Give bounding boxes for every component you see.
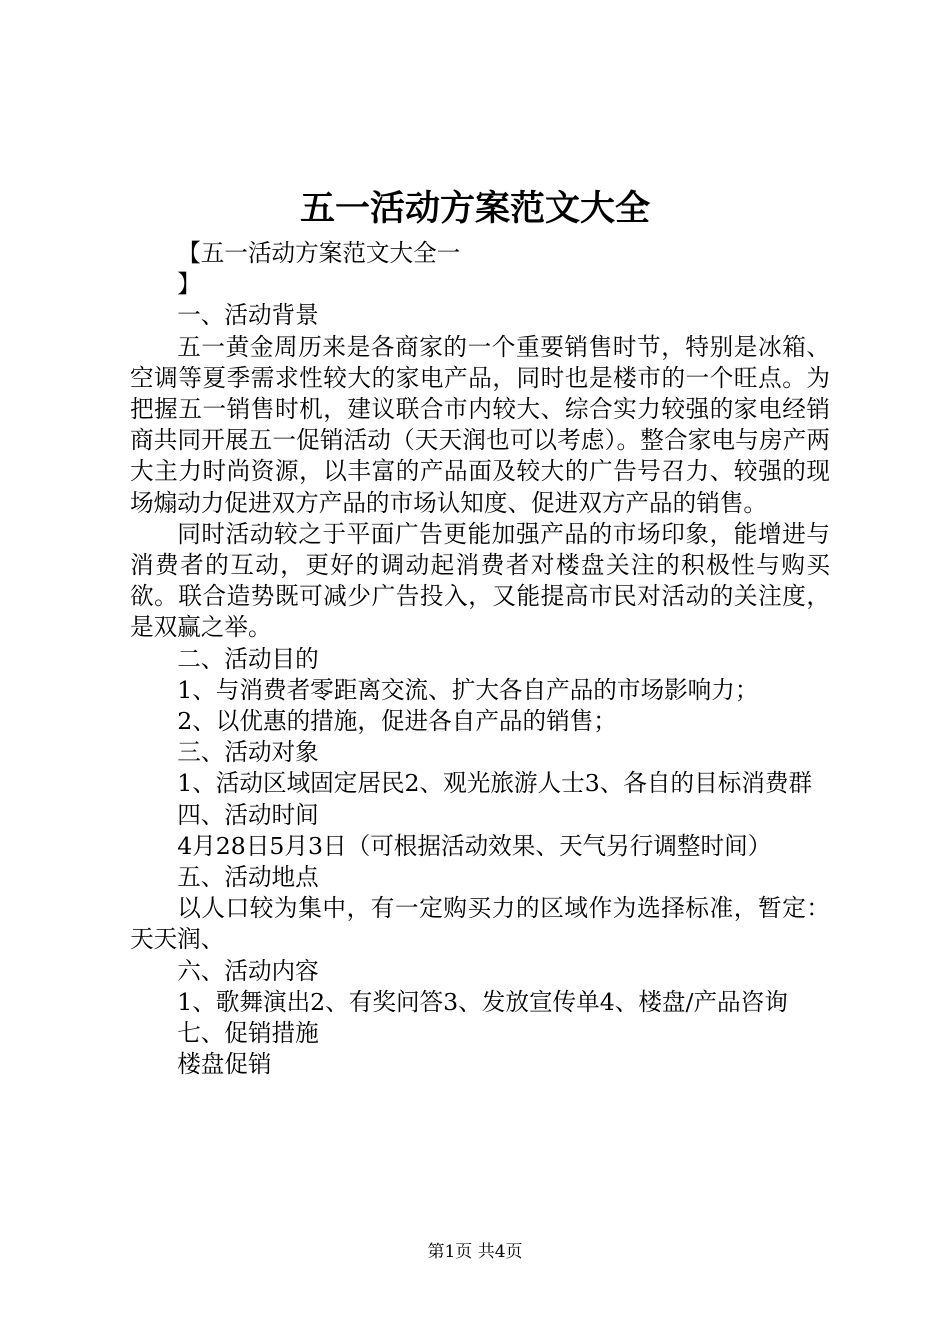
document-title: 五一活动方案范文大全 bbox=[299, 188, 650, 229]
paragraph-interaction: 同时活动较之于平面广告更能加强产品的市场印象，能增进与消费者的互动，更好的调动起消费者对楼盘关注的积极性与购买欲。联合造势既可减少广告投入，又能提高市民对活动的关注度，是双赢之举。 bbox=[130, 519, 830, 642]
subtitle-close: 】 bbox=[177, 270, 201, 299]
section-heading-content: 六、活动内容 bbox=[177, 956, 319, 985]
paragraph-content: 1、歌舞演出2、有奖问答3、发放宣传单4、楼盘/产品咨询 bbox=[177, 987, 788, 1016]
section-heading-location: 五、活动地点 bbox=[177, 863, 319, 892]
subtitle-open: 【五一活动方案范文大全一 bbox=[177, 239, 461, 267]
document-body bbox=[130, 238, 830, 1080]
section-heading-time: 四、活动时间 bbox=[177, 800, 319, 829]
paragraph-background: 五一黄金周历来是各商家的一个重要销售时节，特别是冰箱、空调等夏季需求性较大的家电产品，同时也是楼市的一个旺点。为把握五一销售时机，建议联合市内较大、综合实力较强的家电经销商共同开展五一促销活动（天天润也可以考虑）。整合家电与房产两大主力时尚资源，以丰富的产品面及较大的广告号召力、较强的现场煽动力促进双方产品的市场认知度、促进双方产品的销售。 bbox=[130, 332, 830, 517]
paragraph-audience: 1、活动区域固定居民2、观光旅游人士3、各自的目标消费群 bbox=[177, 769, 813, 798]
paragraph-promotion: 楼盘促销 bbox=[177, 1050, 272, 1079]
section-heading-background: 一、活动背景 bbox=[177, 301, 319, 330]
section-heading-audience: 三、活动对象 bbox=[177, 738, 319, 767]
paragraph-location: 以人口较为集中，有一定购买力的区域作为选择标准，暂定：天天润、 bbox=[130, 894, 830, 954]
list-item-purpose-2: 2、以优惠的措施，促进各自产品的销售； bbox=[177, 707, 617, 736]
page-footer: 第1页 共4页 bbox=[427, 1242, 523, 1262]
paragraph-time: 4月28日5月3日（可根据活动效果、天气另行调整时间） bbox=[177, 831, 772, 860]
section-heading-purpose: 二、活动目的 bbox=[177, 644, 319, 673]
list-item-purpose-1: 1、与消费者零距离交流、扩大各自产品的市场影响力； bbox=[177, 675, 759, 704]
section-heading-promotion: 七、促销措施 bbox=[177, 1019, 319, 1048]
